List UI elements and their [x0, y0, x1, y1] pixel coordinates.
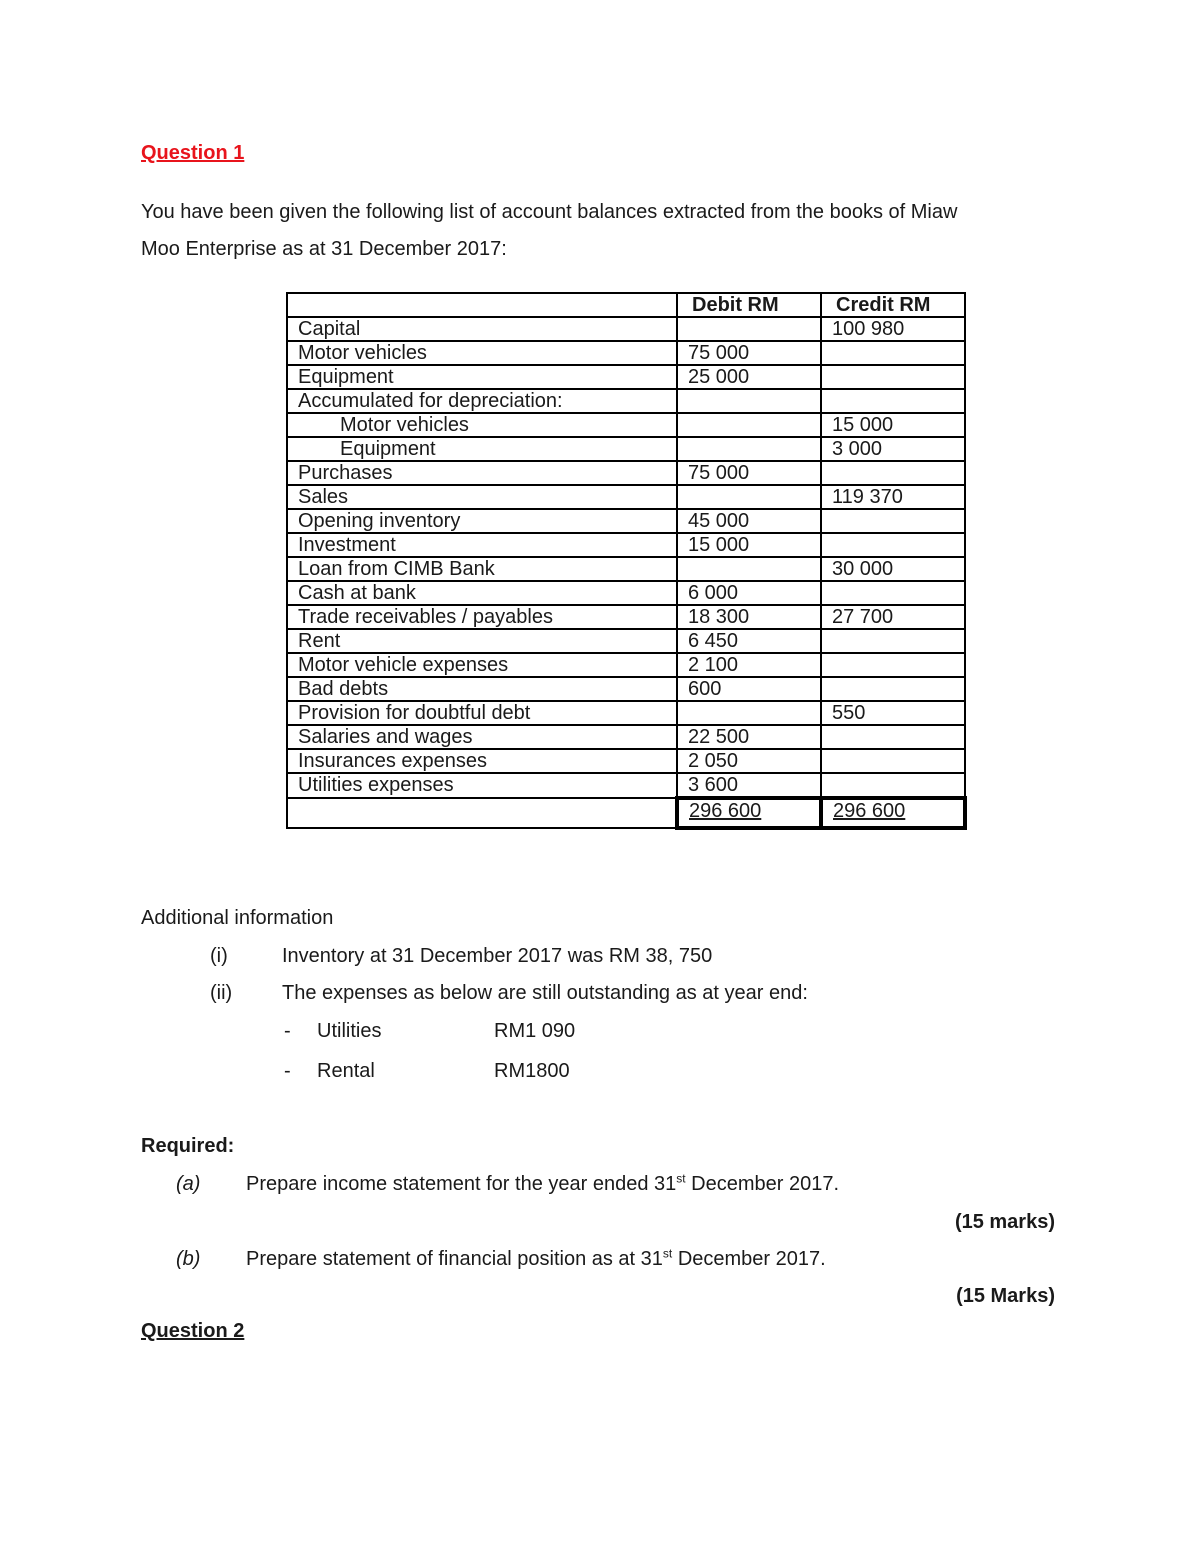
account-name-cell: Rent [287, 629, 677, 653]
debit-cell [677, 437, 821, 461]
bullet-dash: - [284, 1060, 291, 1082]
table-header-row [287, 293, 965, 317]
debit-cell: 25 000 [677, 365, 821, 389]
debit-cell: 15 000 [677, 533, 821, 557]
outstanding-utilities-label: Utilities [317, 1020, 382, 1042]
credit-cell [821, 773, 965, 798]
credit-cell [821, 509, 965, 533]
additional-item-1-text: Inventory at 31 December 2017 was RM 38, 750 [282, 945, 713, 967]
account-name-cell: Accumulated for depreciation: [287, 389, 677, 413]
table-row [287, 533, 965, 557]
intro-line-1: You have been given the following list of account balances extracted from the books of Miaw [141, 201, 958, 223]
additional-item-2-number: (ii) [210, 982, 233, 1004]
account-name-cell: Provision for doubtful debt [287, 701, 677, 725]
account-name-cell: Loan from CIMB Bank [287, 557, 677, 581]
required-a-text [246, 1166, 839, 1203]
credit-cell: 119 370 [821, 485, 965, 509]
header-cell-account [287, 293, 677, 317]
credit-cell [821, 389, 965, 413]
debit-cell: 75 000 [677, 461, 821, 485]
debit-cell: 75 000 [677, 341, 821, 365]
account-name-cell: Investment [287, 533, 677, 557]
header-cell-debit: Debit RM [677, 293, 821, 317]
debit-cell: 22 500 [677, 725, 821, 749]
account-name-cell: Capital [287, 317, 677, 341]
account-name-cell: Purchases [287, 461, 677, 485]
account-name-cell: Equipment [287, 437, 677, 461]
table-row [287, 677, 965, 701]
table-total-row [287, 798, 965, 828]
credit-cell: 550 [821, 701, 965, 725]
header-cell-credit: Credit RM [821, 293, 965, 317]
credit-cell [821, 581, 965, 605]
table-row [287, 749, 965, 773]
credit-cell [821, 365, 965, 389]
credit-cell: 27 700 [821, 605, 965, 629]
table-row [287, 341, 965, 365]
table-row [287, 773, 965, 798]
credit-cell [821, 461, 965, 485]
question-1-title: Question 1 [141, 142, 245, 164]
credit-cell [821, 341, 965, 365]
credit-cell: 100 980 [821, 317, 965, 341]
outstanding-rental-label: Rental [317, 1060, 375, 1082]
account-name-cell: Sales [287, 485, 677, 509]
debit-cell [677, 413, 821, 437]
required-b-text-main: Prepare statement of financial position as at 31 [246, 1248, 663, 1270]
debit-cell: 6 450 [677, 629, 821, 653]
outstanding-rental-value: RM1800 [494, 1060, 570, 1082]
debit-cell: 3 600 [677, 773, 821, 798]
account-name-cell: Motor vehicle expenses [287, 653, 677, 677]
credit-cell: 30 000 [821, 557, 965, 581]
debit-cell [677, 485, 821, 509]
required-b-label: (b) [176, 1248, 201, 1270]
credit-cell [821, 533, 965, 557]
bullet-dash: - [284, 1020, 291, 1042]
debit-cell [677, 557, 821, 581]
credit-cell [821, 725, 965, 749]
table-row [287, 485, 965, 509]
total-label-cell [287, 798, 677, 828]
debit-cell: 2 100 [677, 653, 821, 677]
account-name-cell: Cash at bank [287, 581, 677, 605]
table-row [287, 365, 965, 389]
debit-cell: 45 000 [677, 509, 821, 533]
credit-cell [821, 749, 965, 773]
required-a-text-end: December 2017. [685, 1173, 840, 1195]
debit-cell [677, 317, 821, 341]
table-row [287, 461, 965, 485]
intro-line-2: Moo Enterprise as at 31 December 2017: [141, 238, 507, 260]
account-name-cell: Trade receivables / payables [287, 605, 677, 629]
credit-cell [821, 653, 965, 677]
required-b-superscript: st [662, 1246, 673, 1261]
required-a-label: (a) [176, 1173, 201, 1195]
additional-info-heading: Additional information [141, 907, 334, 929]
account-name-cell: Motor vehicles [287, 341, 677, 365]
account-name-cell: Opening inventory [287, 509, 677, 533]
table-row [287, 605, 965, 629]
table-row [287, 413, 965, 437]
required-a-superscript: st [676, 1171, 686, 1186]
credit-cell: 3 000 [821, 437, 965, 461]
credit-cell: 15 000 [821, 413, 965, 437]
debit-cell [677, 701, 821, 725]
required-a-text-main: Prepare income statement for the year ended 31 [246, 1173, 677, 1195]
outstanding-utilities-value: RM1 090 [494, 1020, 576, 1042]
table-row [287, 629, 965, 653]
table-row [287, 653, 965, 677]
table-row [287, 389, 965, 413]
total-credit-cell: 296 600 [821, 798, 965, 828]
account-name-cell: Bad debts [287, 677, 677, 701]
required-a-marks: (15 marks) [954, 1211, 1055, 1233]
account-name-cell: Salaries and wages [287, 725, 677, 749]
account-name-cell: Insurances expenses [287, 749, 677, 773]
credit-cell [821, 677, 965, 701]
table-row [287, 317, 965, 341]
table-row [287, 437, 965, 461]
required-b-marks: (15 Marks) [956, 1285, 1055, 1307]
additional-item-2-text: The expenses as below are still outstanding as at year end: [282, 982, 808, 1004]
required-b-text-end: December 2017. [672, 1248, 826, 1270]
account-name-cell: Utilities expenses [287, 773, 677, 798]
question-2-title: Question 2 [141, 1320, 245, 1342]
debit-cell: 2 050 [677, 749, 821, 773]
credit-cell [821, 629, 965, 653]
table-row [287, 557, 965, 581]
account-name-cell: Motor vehicles [287, 413, 677, 437]
debit-cell [677, 389, 821, 413]
total-debit-cell: 296 600 [677, 798, 821, 828]
table-row [287, 581, 965, 605]
debit-cell: 18 300 [677, 605, 821, 629]
account-name-cell: Equipment [287, 365, 677, 389]
table-row [287, 725, 965, 749]
debit-cell: 600 [677, 677, 821, 701]
additional-item-1-number: (i) [210, 945, 228, 967]
table-row [287, 701, 965, 725]
debit-cell: 6 000 [677, 581, 821, 605]
required-b-text [246, 1241, 826, 1278]
required-heading: Required: [141, 1135, 235, 1157]
table-row [287, 509, 965, 533]
trial-balance-table [286, 292, 967, 830]
